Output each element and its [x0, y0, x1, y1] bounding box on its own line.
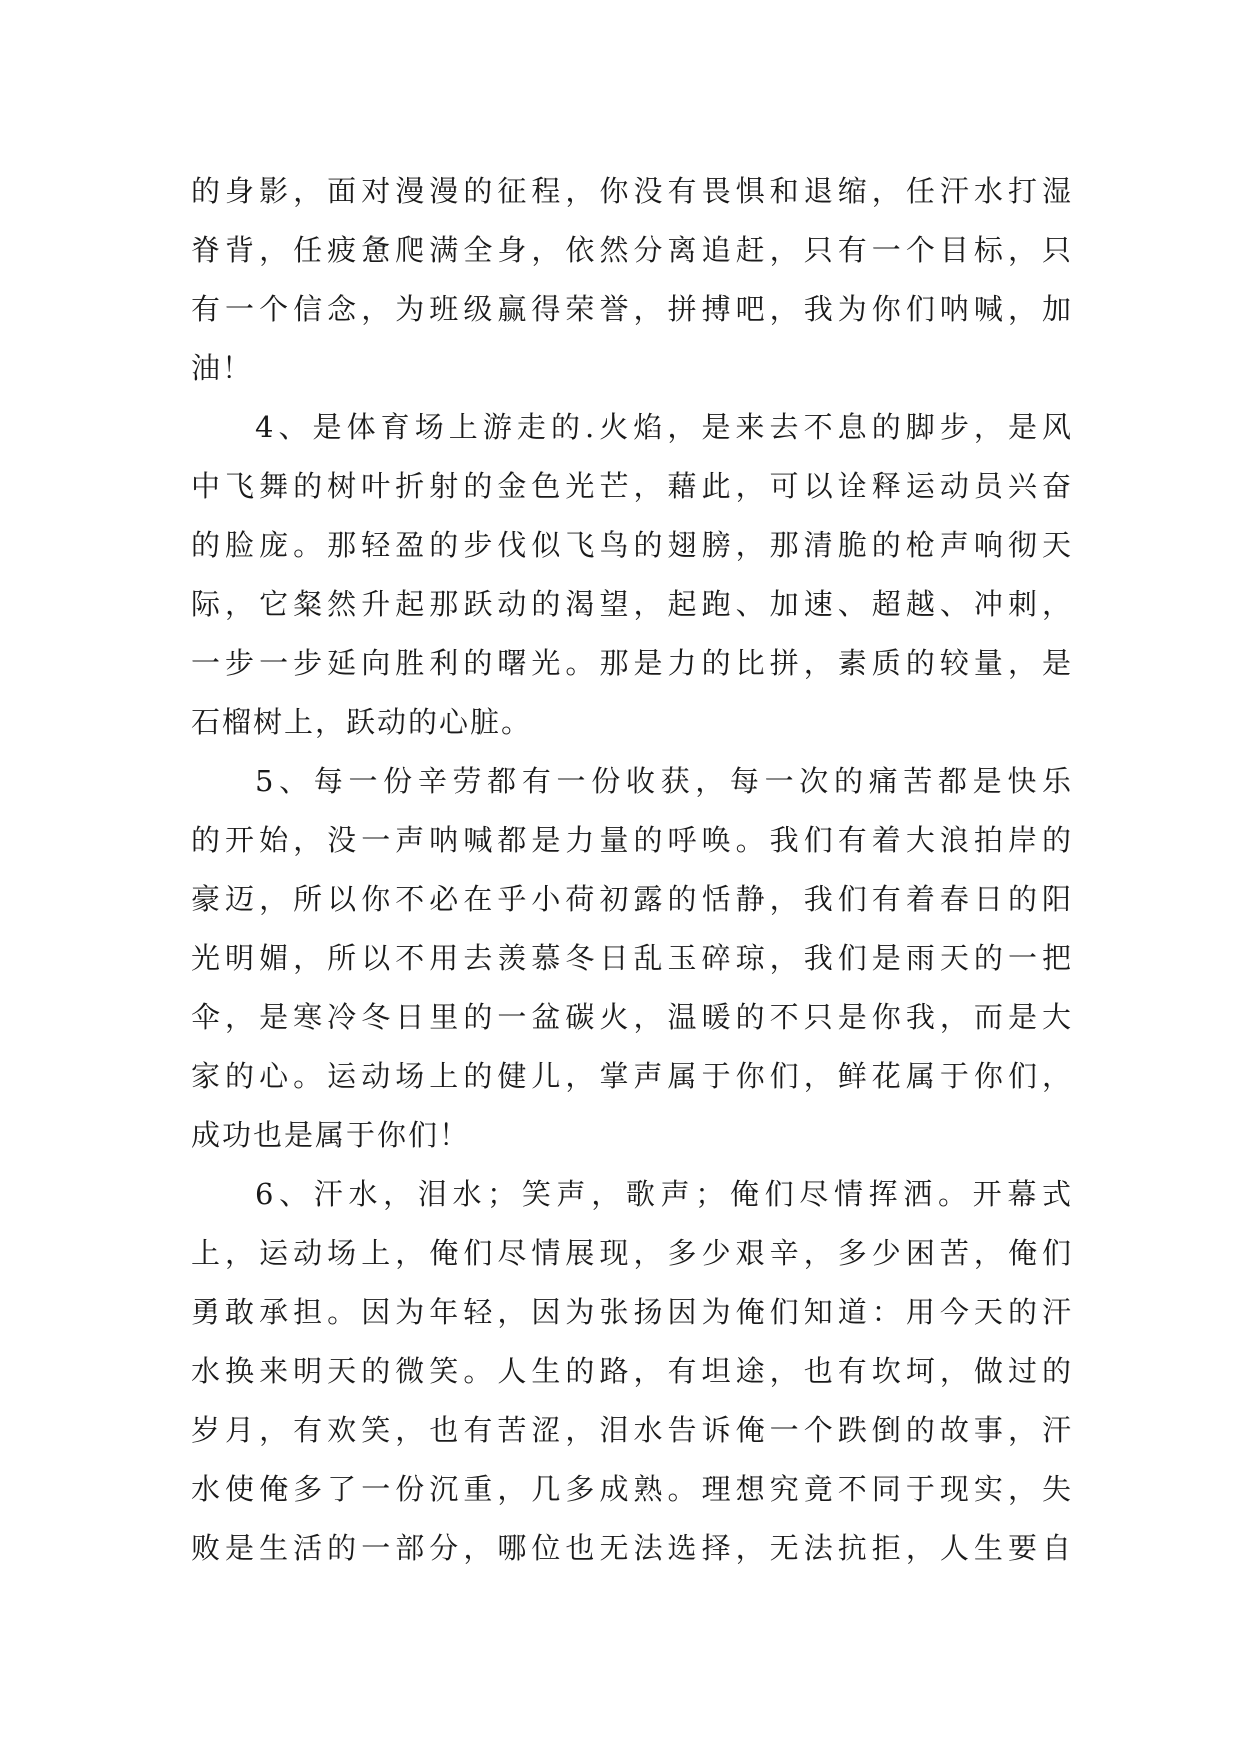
text-line: 勇敢承担。因为年轻，因为张扬因为俺们知道：用今天的汗	[191, 1295, 1073, 1329]
text-line: 成功也是属于你们！	[191, 1118, 471, 1152]
text-line: 家的心。运动场上的健儿，掌声属于你们，鲜花属于你们，	[191, 1059, 1073, 1093]
text-line: 油！	[191, 351, 254, 385]
text-line: 际，它粲然升起那跃动的渴望，起跑、加速、超越、冲刺，	[191, 587, 1073, 621]
text-line: 水换来明天的微笑。人生的路，有坦途，也有坎坷，做过的	[191, 1354, 1073, 1388]
text-line: 伞，是寒冷冬日里的一盆碳火，温暖的不只是你我，而是大	[191, 1000, 1073, 1034]
text-line: 有一个信念，为班级赢得荣誉，拼搏吧，我为你们呐喊，加	[191, 292, 1073, 326]
text-line: 石榴树上，跃动的心脏。	[191, 705, 533, 739]
text-line: 的脸庞。那轻盈的步伐似飞鸟的翅膀，那清脆的枪声响彻天	[191, 528, 1073, 562]
text-line: 败是生活的一部分，哪位也无法选择，无法抗拒，人生要自	[191, 1531, 1073, 1565]
paragraph-4-start: 4、是体育场上游走的.火焰，是来去不息的脚步，是风	[255, 410, 1073, 444]
document-body	[191, 162, 1073, 1578]
text-line: 豪迈，所以你不必在乎小荷初露的恬静，我们有着春日的阳	[191, 882, 1073, 916]
text-line: 的身影，面对漫漫的征程，你没有畏惧和退缩，任汗水打湿	[191, 174, 1073, 208]
text-line: 岁月，有欢笑，也有苦涩，泪水告诉俺一个跌倒的故事，汗	[191, 1413, 1073, 1447]
paragraph-5-start: 5、每一份辛劳都有一份收获，每一次的痛苦都是快乐	[255, 764, 1073, 798]
text-line: 脊背，任疲惫爬满全身，依然分离追赶，只有一个目标，只	[191, 233, 1073, 267]
text-line: 一步一步延向胜利的曙光。那是力的比拼，素质的较量，是	[191, 646, 1073, 680]
text-line: 上，运动场上，俺们尽情展现，多少艰辛，多少困苦，俺们	[191, 1236, 1073, 1270]
text-line: 光明媚，所以不用去羡慕冬日乱玉碎琼，我们是雨天的一把	[191, 941, 1073, 975]
paragraph-6-start: 6、汗水，泪水；笑声，歌声；俺们尽情挥洒。开幕式	[255, 1177, 1073, 1211]
text-line: 水使俺多了一份沉重，几多成熟。理想究竟不同于现实，失	[191, 1472, 1073, 1506]
text-line: 的开始，没一声呐喊都是力量的呼唤。我们有着大浪拍岸的	[191, 823, 1073, 857]
text-line: 中飞舞的树叶折射的金色光芒，藉此，可以诠释运动员兴奋	[191, 469, 1073, 503]
